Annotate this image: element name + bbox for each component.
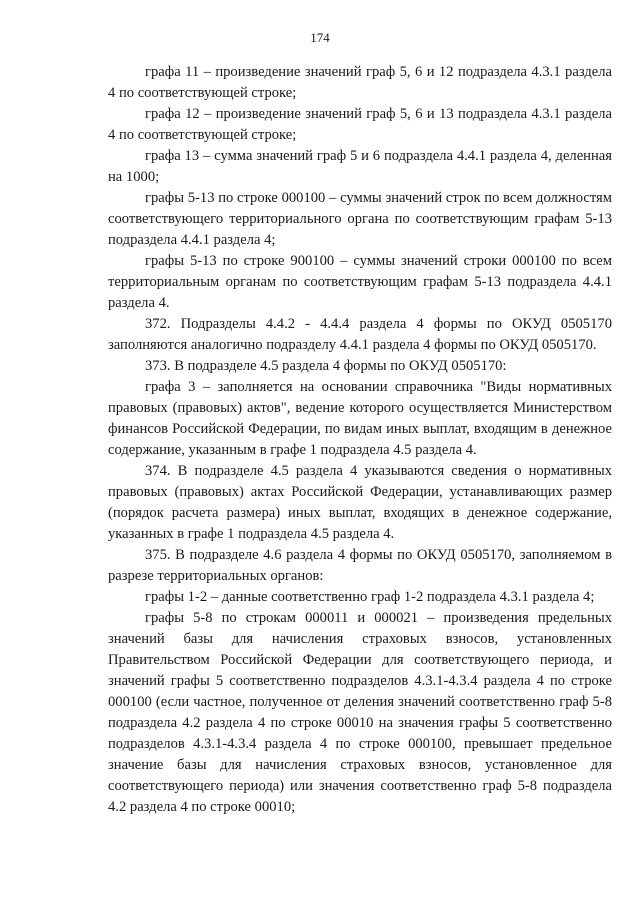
paragraph: графы 5-8 по строкам 000011 и 000021 – произведения предельных значений базы для начисления страховых взносов, установленных Правительством Российской Федерации для соответствующего периода, и значений графы 5 соответственно подразделов 4.3.1-4.3.4 раздела 4 по строке 000100 (если частное, полученное от деления значений соответственно граф 5-8 подраздела 4.2 раздела 4 по строке 00010 на значения графы 5 соответственно подразделов 4.3.1-4.3.4 раздела 4 по строке 000100, превышает предельное значение базы для начисления страховых взносов, установленное для соответствующего периода) или значения соответственно граф 5-8 подраздела 4.2 раздела 4 по строке 00010; — [108, 610, 612, 815]
paragraph: графа 3 – заполняется на основании справочника "Виды нормативных правовых (правовых) актов", ведение которого осуществляется Министерством финансов Российской Федерации, по видам иных выплат, входящим в денежное содержание, указанным в графе 1 подраздела 4.5 раздела 4. — [108, 379, 612, 458]
paragraph: графы 5-13 по строке 000100 – суммы значений строк по всем должностям соответствующего территориального органа по соответствующим графам 5-13 подраздела 4.4.1 раздела 4; — [108, 190, 612, 248]
paragraph: графа 11 – произведение значений граф 5, 6 и 12 подраздела 4.3.1 раздела 4 по соответствующей строке; — [108, 64, 612, 101]
paragraph: 375. В подразделе 4.6 раздела 4 формы по ОКУД 0505170, заполняемом в разрезе территориальных органов: — [108, 547, 612, 584]
paragraph: 373. В подразделе 4.5 раздела 4 формы по ОКУД 0505170: — [145, 358, 507, 374]
paragraph: 372. Подразделы 4.4.2 - 4.4.4 раздела 4 формы по ОКУД 0505170 заполняются аналогично подразделу 4.4.1 раздела 4 формы по ОКУД 0505170. — [108, 316, 612, 353]
paragraph: графы 1-2 – данные соответственно граф 1-2 подраздела 4.3.1 раздела 4; — [145, 589, 595, 605]
page-number: 174 — [310, 30, 330, 45]
paragraph: графа 13 – сумма значений граф 5 и 6 подраздела 4.4.1 раздела 4, деленная на 1000; — [108, 148, 612, 185]
paragraph: графы 5-13 по строке 900100 – суммы значений строки 000100 по всем территориальным органам по соответствующим графам 5-13 подраздела 4.4.1 раздела 4. — [108, 253, 612, 311]
document-body — [108, 62, 612, 818]
paragraph: 374. В подразделе 4.5 раздела 4 указываются сведения о нормативных правовых (правовых) актах Российской Федерации, устанавливающих размер (порядок расчета размера) иных выплат, входящих в денежное содержание, указанных в графе 1 подраздела 4.5 раздела 4. — [108, 463, 612, 542]
paragraph: графа 12 – произведение значений граф 5, 6 и 13 подраздела 4.3.1 раздела 4 по соответствующей строке; — [108, 106, 612, 143]
